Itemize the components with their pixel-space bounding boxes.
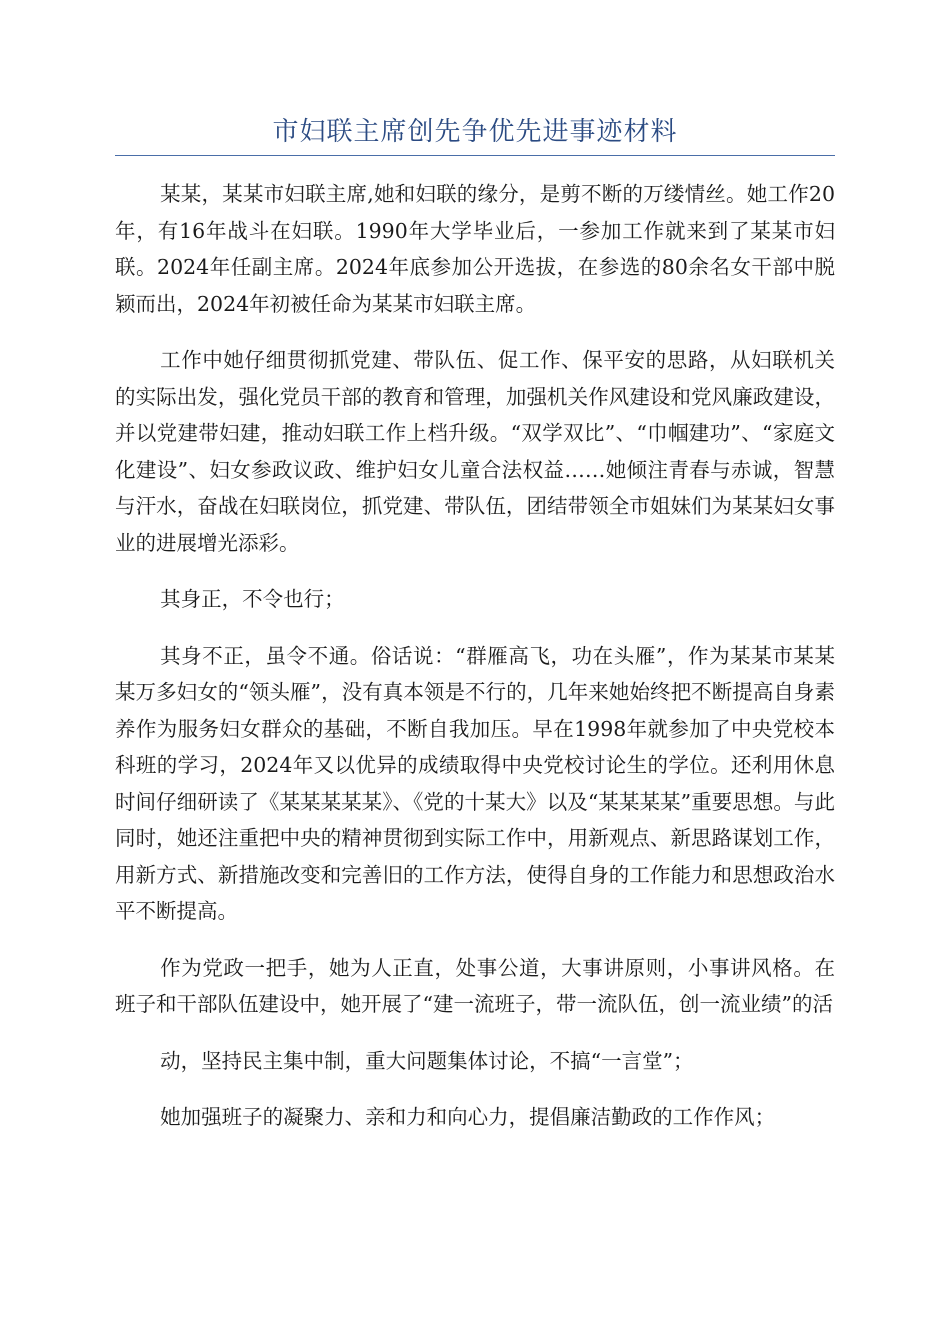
paragraph-self-improvement: 其身不正，虽令不通。俗话说：“群雁高飞，功在头雁”，作为某某市某某某万多妇女的“领头雁”，没有真本领是不行的，几年来她始终把不断提高自身素养作为服务妇女群众的基础，不断自我加压。早在1998年就参加了中央党校本科班的学习，2024年又以优异的成绩取得中央党校讨论生的学位。还利用休息时间仔细研读了《某某某某某》、《党的十某大》以及“某某某某”重要思想。与此同时，她还注重把中央的精神贯彻到实际工作中，用新观点、新思路谋划工作，用新方式、新措施改变和完善旧的工作方法，使得自身的工作能力和思想政治水平不断提高。 bbox=[115, 643, 835, 923]
paragraph-team-cohesion: 她加强班子的凝聚力、亲和力和向心力，提倡廉洁勤政的工作作风； bbox=[160, 1105, 776, 1129]
title-underline-divider bbox=[115, 155, 835, 156]
paragraph-leadership: 作为党政一把手，她为人正直，处事公道，大事讲原则，小事讲风格。在班子和干部队伍建设中，她开展了“建一流班子，带一流队伍，创一流业绩”的活 bbox=[115, 955, 835, 1016]
document-title: 市妇联主席创先争优先进事迹材料 bbox=[272, 117, 678, 147]
document-body bbox=[115, 176, 835, 1156]
paragraph-proverb-line-1: 其身正，不令也行； bbox=[160, 587, 345, 611]
paragraph-intro: 某某，某某市妇联主席,她和妇联的缘分，是剪不断的万缕情丝。她工作20年，有16年战斗在妇联。1990年大学毕业后，一参加工作就来到了某某市妇联。2024年任副主席。2024年底参加公开选拔，在参选的80余名女干部中脱颖而出，2024年初被任命为某某市妇联主席。 bbox=[115, 182, 835, 316]
paragraph-democratic-centralism: 动，坚持民主集中制，重大问题集体讨论，不搞“一言堂”； bbox=[160, 1048, 694, 1073]
paragraph-party-building: 工作中她仔细贯彻抓党建、带队伍、促工作、保平安的思路，从妇联机关的实际出发，强化党员干部的教育和管理，加强机关作风建设和党风廉政建设，并以党建带妇建，推动妇联工作上档升级。“双学双比”、“巾帼建功”、“家庭文化建设”、妇女参政议政、维护妇女儿童合法权益……她倾注青春与赤诚，智慧与汗水，奋战在妇联岗位，抓党建、带队伍，团结带领全市姐妹们为某某妇女事业的进展增光添彩。 bbox=[115, 348, 835, 555]
